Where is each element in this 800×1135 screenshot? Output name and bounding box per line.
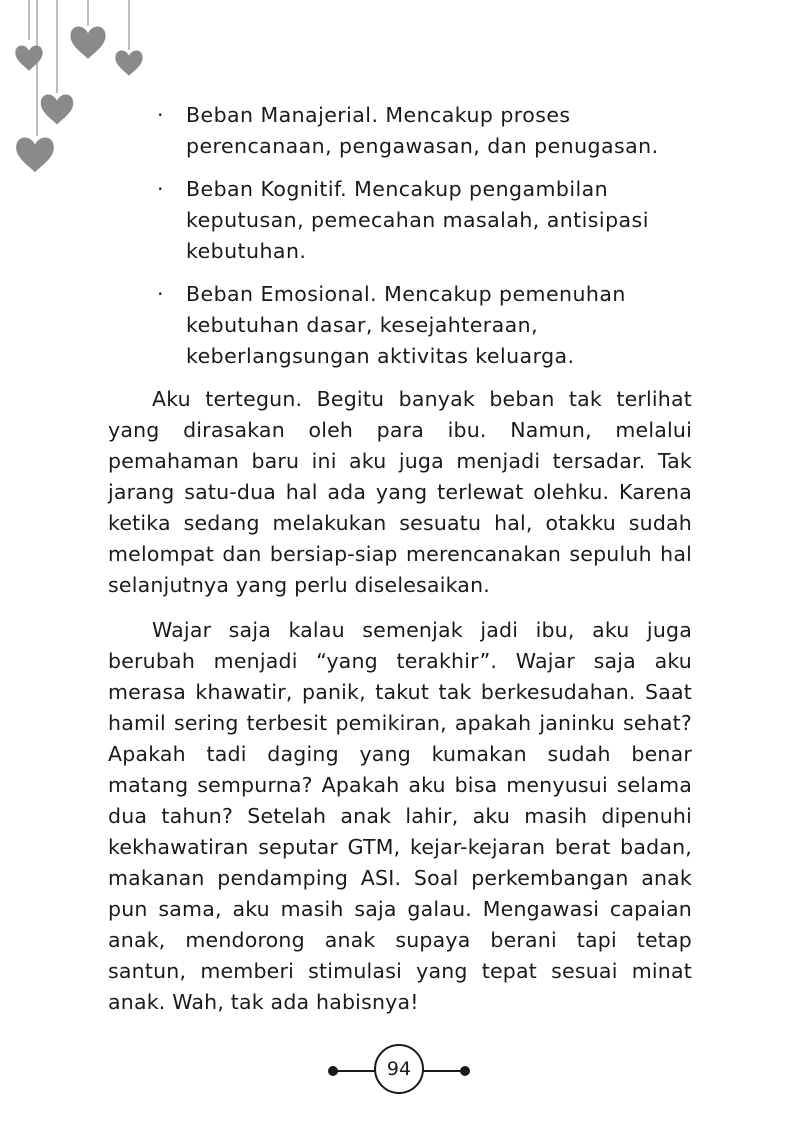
footer-line-right xyxy=(422,1070,462,1072)
bullet-text: Beban Kognitif. Mencakup pengambilan keputusan, pemecahan masalah, antisipasi kebutuhan. xyxy=(186,177,649,263)
heart-icon xyxy=(16,137,54,172)
bullet-marker: · xyxy=(157,103,164,127)
bullet-marker: · xyxy=(157,282,164,306)
heart-icon xyxy=(15,45,42,70)
bullet-item-kognitif xyxy=(108,174,692,267)
footer-dot-right xyxy=(460,1066,470,1076)
footer-line-left xyxy=(336,1070,376,1072)
page-footer xyxy=(0,1044,800,1100)
bullet-marker: · xyxy=(157,177,164,201)
page-body xyxy=(108,100,692,1032)
bullet-text: Beban Emosional. Mencakup pemenuhan kebutuhan dasar, kesejahteraan, keberlangsungan aktivitas keluarga. xyxy=(186,282,626,368)
bullet-item-manajerial xyxy=(108,100,692,162)
heart-icon xyxy=(70,26,105,58)
bullet-text: Beban Manajerial. Mencakup proses perencanaan, pengawasan, dan penugasan. xyxy=(186,103,659,158)
heart-icon xyxy=(115,50,142,75)
paragraph-wajar-saja: Wajar saja kalau semenjak jadi ibu, aku juga berubah menjadi “yang terakhir”. Wajar saja aku merasa khawatir, panik, takut tak berkesudahan. Saat hamil sering terbesit pemikiran, apakah janinku sehat? Apakah tadi daging yang kumakan sudah benar matang sempurna? Apakah aku bisa menyusui selama dua tahun? Setelah anak lahir, aku masih dipenuhi kekhawatiran seputar GTM, kejar-kejaran berat badan, makanan pendamping ASI. Soal perkembangan anak pun sama, aku masih saja galau. Mengawasi capaian anak, mendorong anak supaya berani tapi tetap santun, memberi stimulasi yang tepat sesuai minat anak. Wah, tak ada habisnya! xyxy=(108,618,692,1014)
bullet-item-emosional xyxy=(108,279,692,372)
page-number: 94 xyxy=(374,1044,424,1094)
paragraph-tertegun: Aku tertegun. Begitu banyak beban tak terlihat yang dirasakan oleh para ibu. Namun, melalui pemahaman baru ini aku juga menjadi tersadar. Tak jarang satu-dua hal ada yang terlewat olehku. Karena ketika sedang melakukan sesuatu hal, otakku sudah melompat dan bersiap-siap merencanakan sepuluh hal selanjutnya yang perlu diselesaikan. xyxy=(108,387,692,597)
bullet-list xyxy=(108,100,692,372)
heart-icon xyxy=(41,94,74,124)
